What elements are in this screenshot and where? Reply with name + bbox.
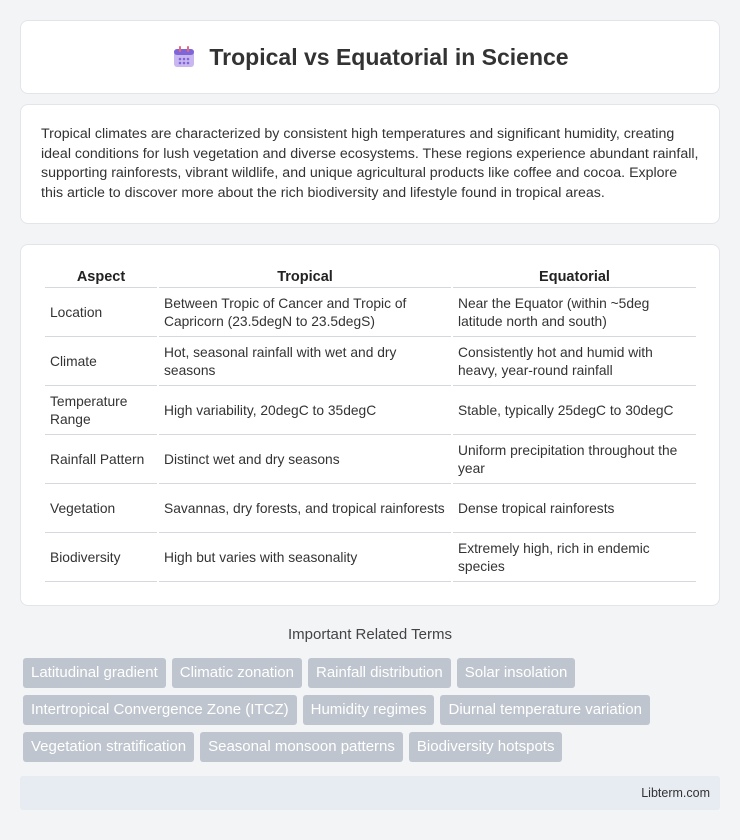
comparison-table-card bbox=[20, 244, 720, 606]
related-terms-title: Important Related Terms bbox=[288, 626, 452, 643]
calendar-icon bbox=[171, 44, 197, 70]
related-term-tag[interactable]: Latitudinal gradient bbox=[23, 658, 166, 688]
table-cell: High variability, 20degC to 35degC bbox=[159, 388, 451, 435]
related-term-tag[interactable]: Solar insolation bbox=[457, 658, 576, 688]
related-term-tag[interactable]: Humidity regimes bbox=[303, 695, 435, 725]
table-cell: Vegetation bbox=[45, 486, 157, 533]
column-header-equatorial: Equatorial bbox=[453, 267, 696, 288]
column-header-aspect: Aspect bbox=[45, 267, 157, 288]
table-header-row bbox=[45, 267, 696, 288]
related-term-tag[interactable]: Seasonal monsoon patterns bbox=[200, 732, 403, 762]
table-cell: Location bbox=[45, 290, 157, 337]
table-cell: Near the Equator (within ~5deg latitude north and south) bbox=[453, 290, 696, 337]
table-cell: Dense tropical rainforests bbox=[453, 486, 696, 533]
table-cell: Temperature Range bbox=[45, 388, 157, 435]
table-cell: Hot, seasonal rainfall with wet and dry seasons bbox=[159, 339, 451, 386]
table-cell: Savannas, dry forests, and tropical rainforests bbox=[159, 486, 451, 533]
related-term-tag[interactable]: Vegetation stratification bbox=[23, 732, 194, 762]
table-row bbox=[45, 290, 696, 337]
table-cell: Climate bbox=[45, 339, 157, 386]
table-cell: Distinct wet and dry seasons bbox=[159, 437, 451, 484]
column-header-tropical: Tropical bbox=[159, 267, 451, 288]
related-term-tag[interactable]: Diurnal temperature variation bbox=[440, 695, 649, 725]
table-cell: Biodiversity bbox=[45, 535, 157, 582]
related-term-tag[interactable]: Intertropical Convergence Zone (ITCZ) bbox=[23, 695, 297, 725]
footer-link[interactable]: Libterm.com bbox=[641, 786, 710, 800]
table-cell: Uniform precipitation throughout the year bbox=[453, 437, 696, 484]
comparison-table bbox=[43, 265, 698, 584]
page-title: Tropical vs Equatorial in Science bbox=[209, 43, 569, 70]
table-row bbox=[45, 388, 696, 435]
footer bbox=[20, 776, 720, 810]
table-cell: Consistently hot and humid with heavy, year-round rainfall bbox=[453, 339, 696, 386]
related-terms-list bbox=[23, 658, 723, 762]
intro-text: Tropical climates are characterized by consistent high temperatures and significant humidity, creating ideal conditions for lush vegetation and diverse ecosystems. These regions experience abundant rainfall, supporting rainforests, vibrant wildlife, and unique agricultural products like coffee and cocoa. Explore this article to discover more about the rich biodiversity and lifestyle found in tropical areas. bbox=[41, 126, 699, 201]
related-term-tag[interactable]: Biodiversity hotspots bbox=[409, 732, 563, 762]
table-cell: Stable, typically 25degC to 30degC bbox=[453, 388, 696, 435]
table-cell: Rainfall Pattern bbox=[45, 437, 157, 484]
table-row bbox=[45, 437, 696, 484]
related-term-tag[interactable]: Climatic zonation bbox=[172, 658, 302, 688]
table-cell: High but varies with seasonality bbox=[159, 535, 451, 582]
table-row bbox=[45, 339, 696, 386]
intro-card bbox=[20, 104, 720, 224]
header-card bbox=[20, 20, 720, 94]
table-cell: Between Tropic of Cancer and Tropic of Capricorn (23.5degN to 23.5degS) bbox=[159, 290, 451, 337]
table-cell: Extremely high, rich in endemic species bbox=[453, 535, 696, 582]
table-row bbox=[45, 535, 696, 582]
related-term-tag[interactable]: Rainfall distribution bbox=[308, 658, 451, 688]
table-row bbox=[45, 486, 696, 533]
